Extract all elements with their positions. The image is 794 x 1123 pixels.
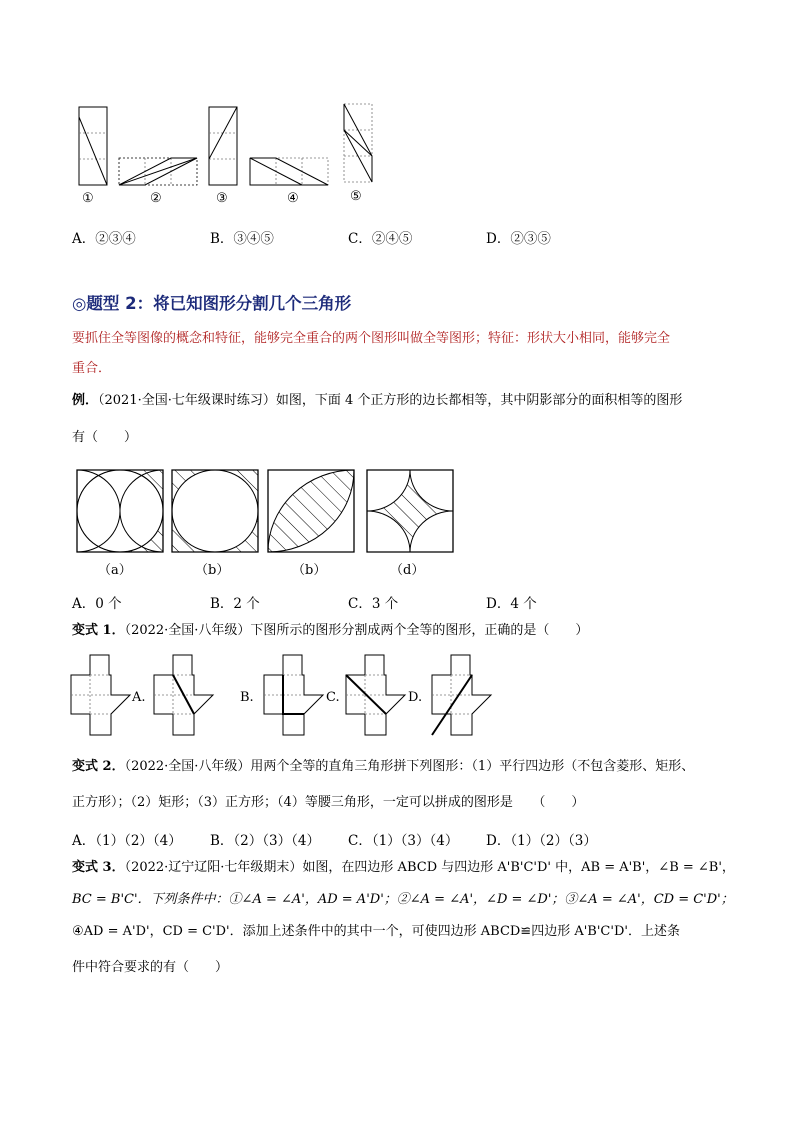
- variant1-shape-b: [264, 655, 323, 735]
- figure-b-label: （b）: [195, 563, 230, 578]
- example-line2: 有（ ）: [72, 430, 138, 445]
- example-prefix: 例．: [72, 393, 99, 408]
- figure-d-label: （d）: [390, 563, 425, 578]
- variant2-option-d[interactable]: D．（1）（2）（3）: [486, 833, 597, 849]
- variant2-option-c[interactable]: C．（1）（3）（4）: [348, 833, 459, 849]
- example-text: （2021·全国·七年级课时练习）如图，下面 4 个正方形的边长都相等，其中阴影部分的面积相等的图形: [98, 393, 683, 408]
- example-option-a[interactable]: A．0 个: [72, 596, 122, 612]
- example-option-b[interactable]: B．2 个: [210, 596, 260, 612]
- variant1-text: （2022·全国·八年级）下图所示的图形分割成两个全等的图形，正确的是（ ）: [124, 623, 589, 638]
- figure-1-label: ①: [82, 191, 94, 206]
- figure-2-label: ②: [150, 191, 162, 206]
- variant3-line3: ④AD = A'D'，CD = C'D'．添加上述条件中的其中一个，可使四边形 ABCD≌四边形 A'B'C'D'．上述条: [72, 924, 680, 939]
- variant3-line4: 件中符合要求的有（ ）: [72, 960, 229, 975]
- variant3-line2: BC = B'C'．下列条件中：①∠A = ∠A'，AD = A'D'；②∠A = ∠A'，∠D = ∠D'；③∠A = ∠A'，CD = C'D'；: [72, 892, 734, 907]
- figure-4-label: ④: [287, 191, 299, 206]
- option-c[interactable]: C．②④⑤: [348, 231, 413, 247]
- variant2-prefix: 变式 2．: [72, 759, 125, 774]
- variant2-option-a[interactable]: A．（1）（2）（4）: [72, 833, 182, 849]
- option-a[interactable]: A．②③④: [72, 231, 136, 247]
- figure-3-label: ③: [216, 191, 228, 206]
- figure-c-label: （b）: [292, 563, 327, 578]
- example-option-d[interactable]: D．4 个: [486, 596, 537, 612]
- variant1-label-d[interactable]: D.: [408, 690, 423, 705]
- variant2-line2: 正方形）；（2）矩形；（3）正方形；（4）等腰三角形，一定可以拼成的图形是 （ ）: [72, 795, 585, 810]
- section-note-line1: 要抓住全等图像的概念和特征，能够完全重合的两个图形叫做全等图形；特征：形状大小相同，能够完全: [72, 331, 671, 346]
- variant2-text: （2022·全国·八年级）用两个全等的直角三角形拼下列图形：（1）平行四边形（不包含菱形、矩形、: [124, 759, 695, 774]
- example-option-c[interactable]: C．3 个: [348, 596, 399, 612]
- section-note-line2: 重合．: [72, 361, 112, 376]
- variant1-shape-original: [71, 655, 130, 735]
- variant3-line1: [72, 858, 735, 878]
- variant1-label-b[interactable]: B.: [240, 690, 254, 705]
- variant1-label-a[interactable]: A.: [132, 690, 146, 705]
- variant1-label-c[interactable]: C.: [326, 690, 340, 705]
- variant3-text: （2022·辽宁辽阳·七年级期末）如图，在四边形 ABCD 与四边形 A'B'C'D' 中，AB = A'B'，∠B = ∠B'，: [124, 860, 735, 875]
- figure-5-label: ⑤: [350, 189, 362, 204]
- option-d[interactable]: D．②③⑤: [486, 231, 551, 247]
- variant1-shape-d: [432, 655, 491, 735]
- variant2-option-b[interactable]: B．（2）（3）（4）: [210, 833, 320, 849]
- option-b[interactable]: B．③④⑤: [210, 231, 274, 247]
- figure-a-label: （a）: [98, 563, 132, 578]
- variant3-prefix: 变式 3．: [72, 860, 125, 875]
- section-title: ◎题型 2：将已知图形分割几个三角形: [72, 294, 352, 313]
- variant1-prefix: 变式 1．: [72, 623, 125, 638]
- variant1-shape-a: [154, 655, 213, 735]
- variant1-shape-c: [346, 655, 405, 735]
- variant2-line1: [72, 757, 694, 777]
